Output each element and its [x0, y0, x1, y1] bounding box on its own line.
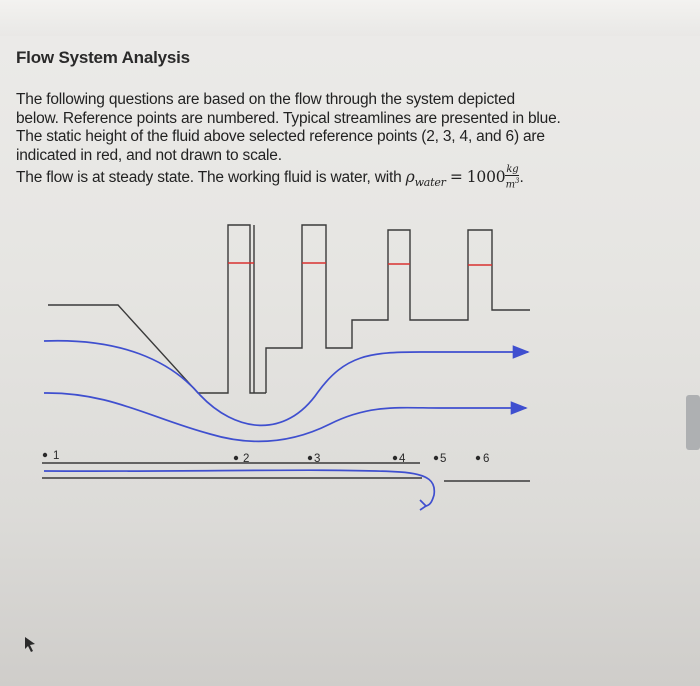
- pipe-upper-wall-left: [48, 225, 266, 393]
- sentence-end: .: [519, 168, 524, 186]
- intro-line: The static height of the fluid above selected reference points (2, 3, 4, and 6) are: [16, 128, 545, 145]
- point-3-label: 3: [314, 453, 321, 465]
- intro-line: The following questions are based on the flow through the system depicted: [16, 91, 515, 108]
- point-4-label: 4: [399, 453, 406, 465]
- streamlines: [44, 341, 528, 510]
- streamline-lower-arrow: [420, 500, 426, 510]
- streamline-lower: [44, 470, 434, 506]
- point-2-label: 2: [243, 453, 250, 465]
- equals-sign: =: [449, 167, 463, 186]
- point-6-label: 6: [483, 453, 490, 465]
- rho-subscript: water: [414, 175, 446, 189]
- point-1-dot: [43, 453, 47, 457]
- point-5-dot: [434, 456, 438, 460]
- pipe-upper-wall-right: [266, 225, 530, 393]
- streamline-middle: [44, 393, 526, 441]
- streamline-upper: [44, 341, 528, 426]
- pipe-walls: [42, 225, 530, 481]
- density-unit-denominator: $m^3$: [505, 177, 520, 191]
- point-2-dot: [234, 456, 238, 460]
- density-value: 1000: [466, 167, 506, 186]
- point-4-dot: [393, 456, 397, 460]
- page-title: Flow System Analysis: [16, 48, 190, 67]
- point-6-dot: [476, 456, 480, 460]
- density-unit-numerator: kg: [506, 164, 519, 175]
- mouse-cursor-icon: [22, 635, 38, 655]
- flow-sentence: The flow is at steady state. The working fluid is water, with: [16, 168, 402, 186]
- intro-line: indicated in red, and not drawn to scale.: [16, 146, 282, 164]
- point-5-label: 5: [440, 453, 447, 465]
- rho-symbol: ρ: [405, 167, 415, 186]
- intro-line: below. Reference points are numbered. Typical streamlines are presented in blue.: [16, 109, 561, 127]
- static-heights: [228, 263, 492, 265]
- point-3-dot: [308, 456, 312, 460]
- point-1-label: 1: [53, 450, 60, 462]
